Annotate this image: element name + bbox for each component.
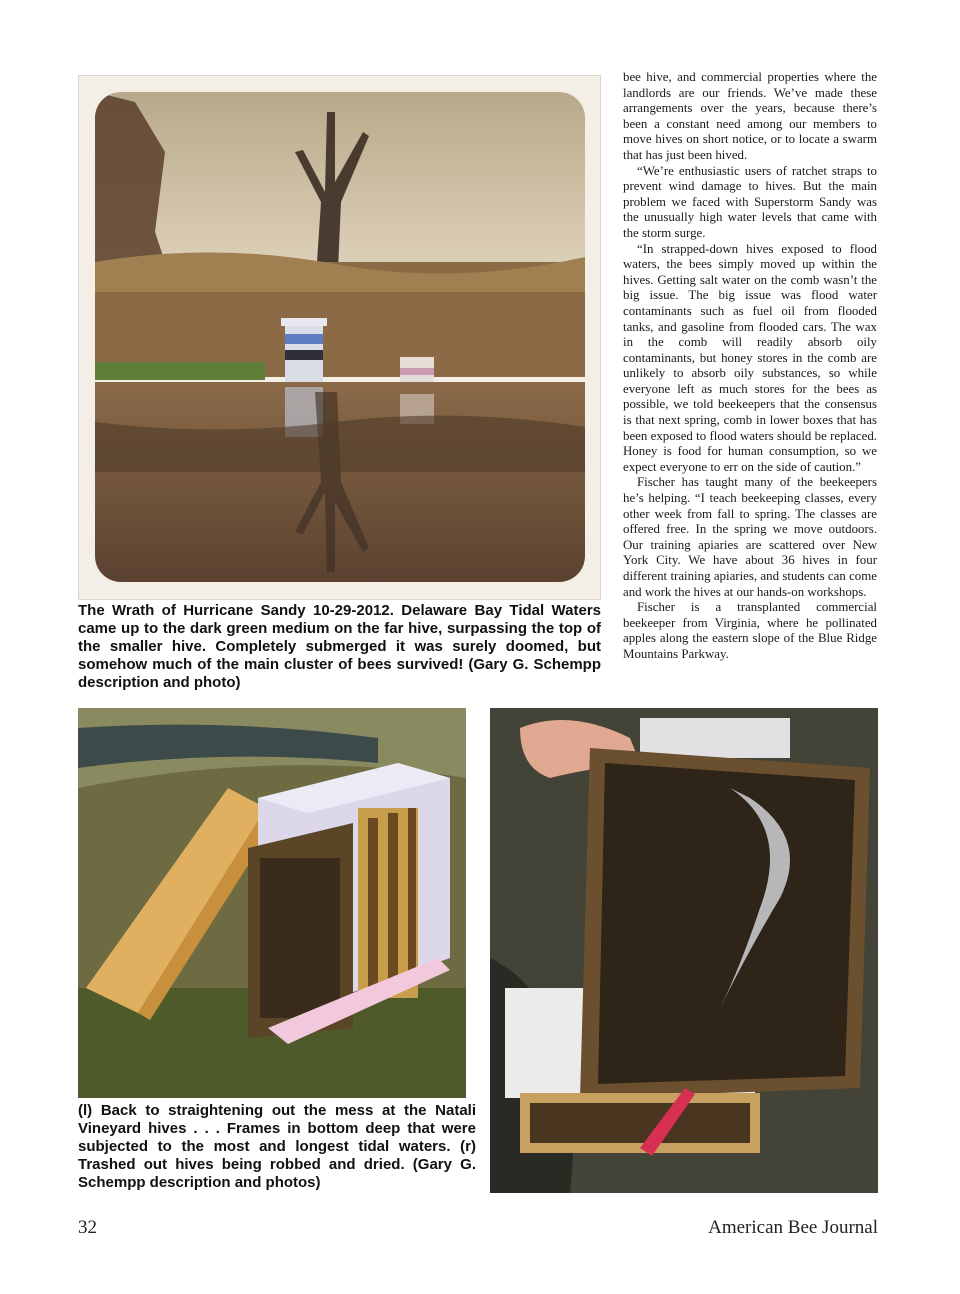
journal-name: American Bee Journal (708, 1217, 878, 1238)
hurricane-photo (95, 92, 585, 582)
article-paragraph: Fischer is a transplanted commercial beekeeper from Virginia, where he pollinated apples along the eastern slope of the Blue Ridge Mountains Parkway. (623, 600, 877, 661)
honeycomb-frame-photo (490, 708, 878, 1193)
caption-hurricane-photo: The Wrath of Hurricane Sandy 10-29-2012. Delaware Bay Tidal Waters came up to the dark green medium on the far hive, surpassing the top of the smaller hive. Completely submerged it was surely doomed, but somehow much of the main cluster of bees survived! (Gary G. Schempp description and photo) (78, 602, 601, 691)
article-paragraph: “In strapped-down hives exposed to flood waters, the bees simply moved up within the hives. Getting salt water on the comb wasn’t the big issue. The big issue was flood water contaminants such as fuel oil from flooded tanks, and gasoline from flooded cars. The wax in the comb will readily absorb oily contaminants, but honey stores in the comb are unlikely to absorb oily substances, so while everyone left as much stores for the bees as possible, we told beekeepers that the consensus is that next spring, comb in lower boxes that has been exposed to flood waters should be replaced. Honey is food for human consumption, so we expect everyone to err on the side of caution.” (623, 241, 877, 474)
page-number: 32 (78, 1217, 97, 1238)
caption-bottom-photos: (l) Back to straightening out the mess at the Natali Vineyard hives . . . Frames in bottom deep that were subjected to the most and longest tidal waters. (r) Trashed out hives being robbed and dried. (Gary G. Schempp description and photos) (78, 1102, 476, 1191)
article-column (623, 70, 877, 663)
article-paragraph: bee hive, and commercial properties where the landlords are our friends. We’ve made these arrangements over the years, because there’s been a constant need among our members to move hives on short notice, or to locate a swarm that has just been hived. (623, 70, 877, 162)
article-paragraph: Fischer has taught many of the beekeepers he’s helping. “I teach beekeeping classes, every other week from fall to spring. The classes are offered free. In the spring we move outdoors. Our training apiaries are scattered over New York City. We have about 36 hives in four different training apiaries, and students can come and work the hives at our hands-on workshops. (623, 475, 877, 599)
hive-frames-photo (78, 708, 466, 1098)
hurricane-photo-frame (78, 75, 601, 600)
article-paragraph: “We’re enthusiastic users of ratchet straps to prevent wind damage to hives. But the main problem we faced with Superstorm Sandy was the unusually high water levels that came with the storm surge. (623, 163, 877, 240)
